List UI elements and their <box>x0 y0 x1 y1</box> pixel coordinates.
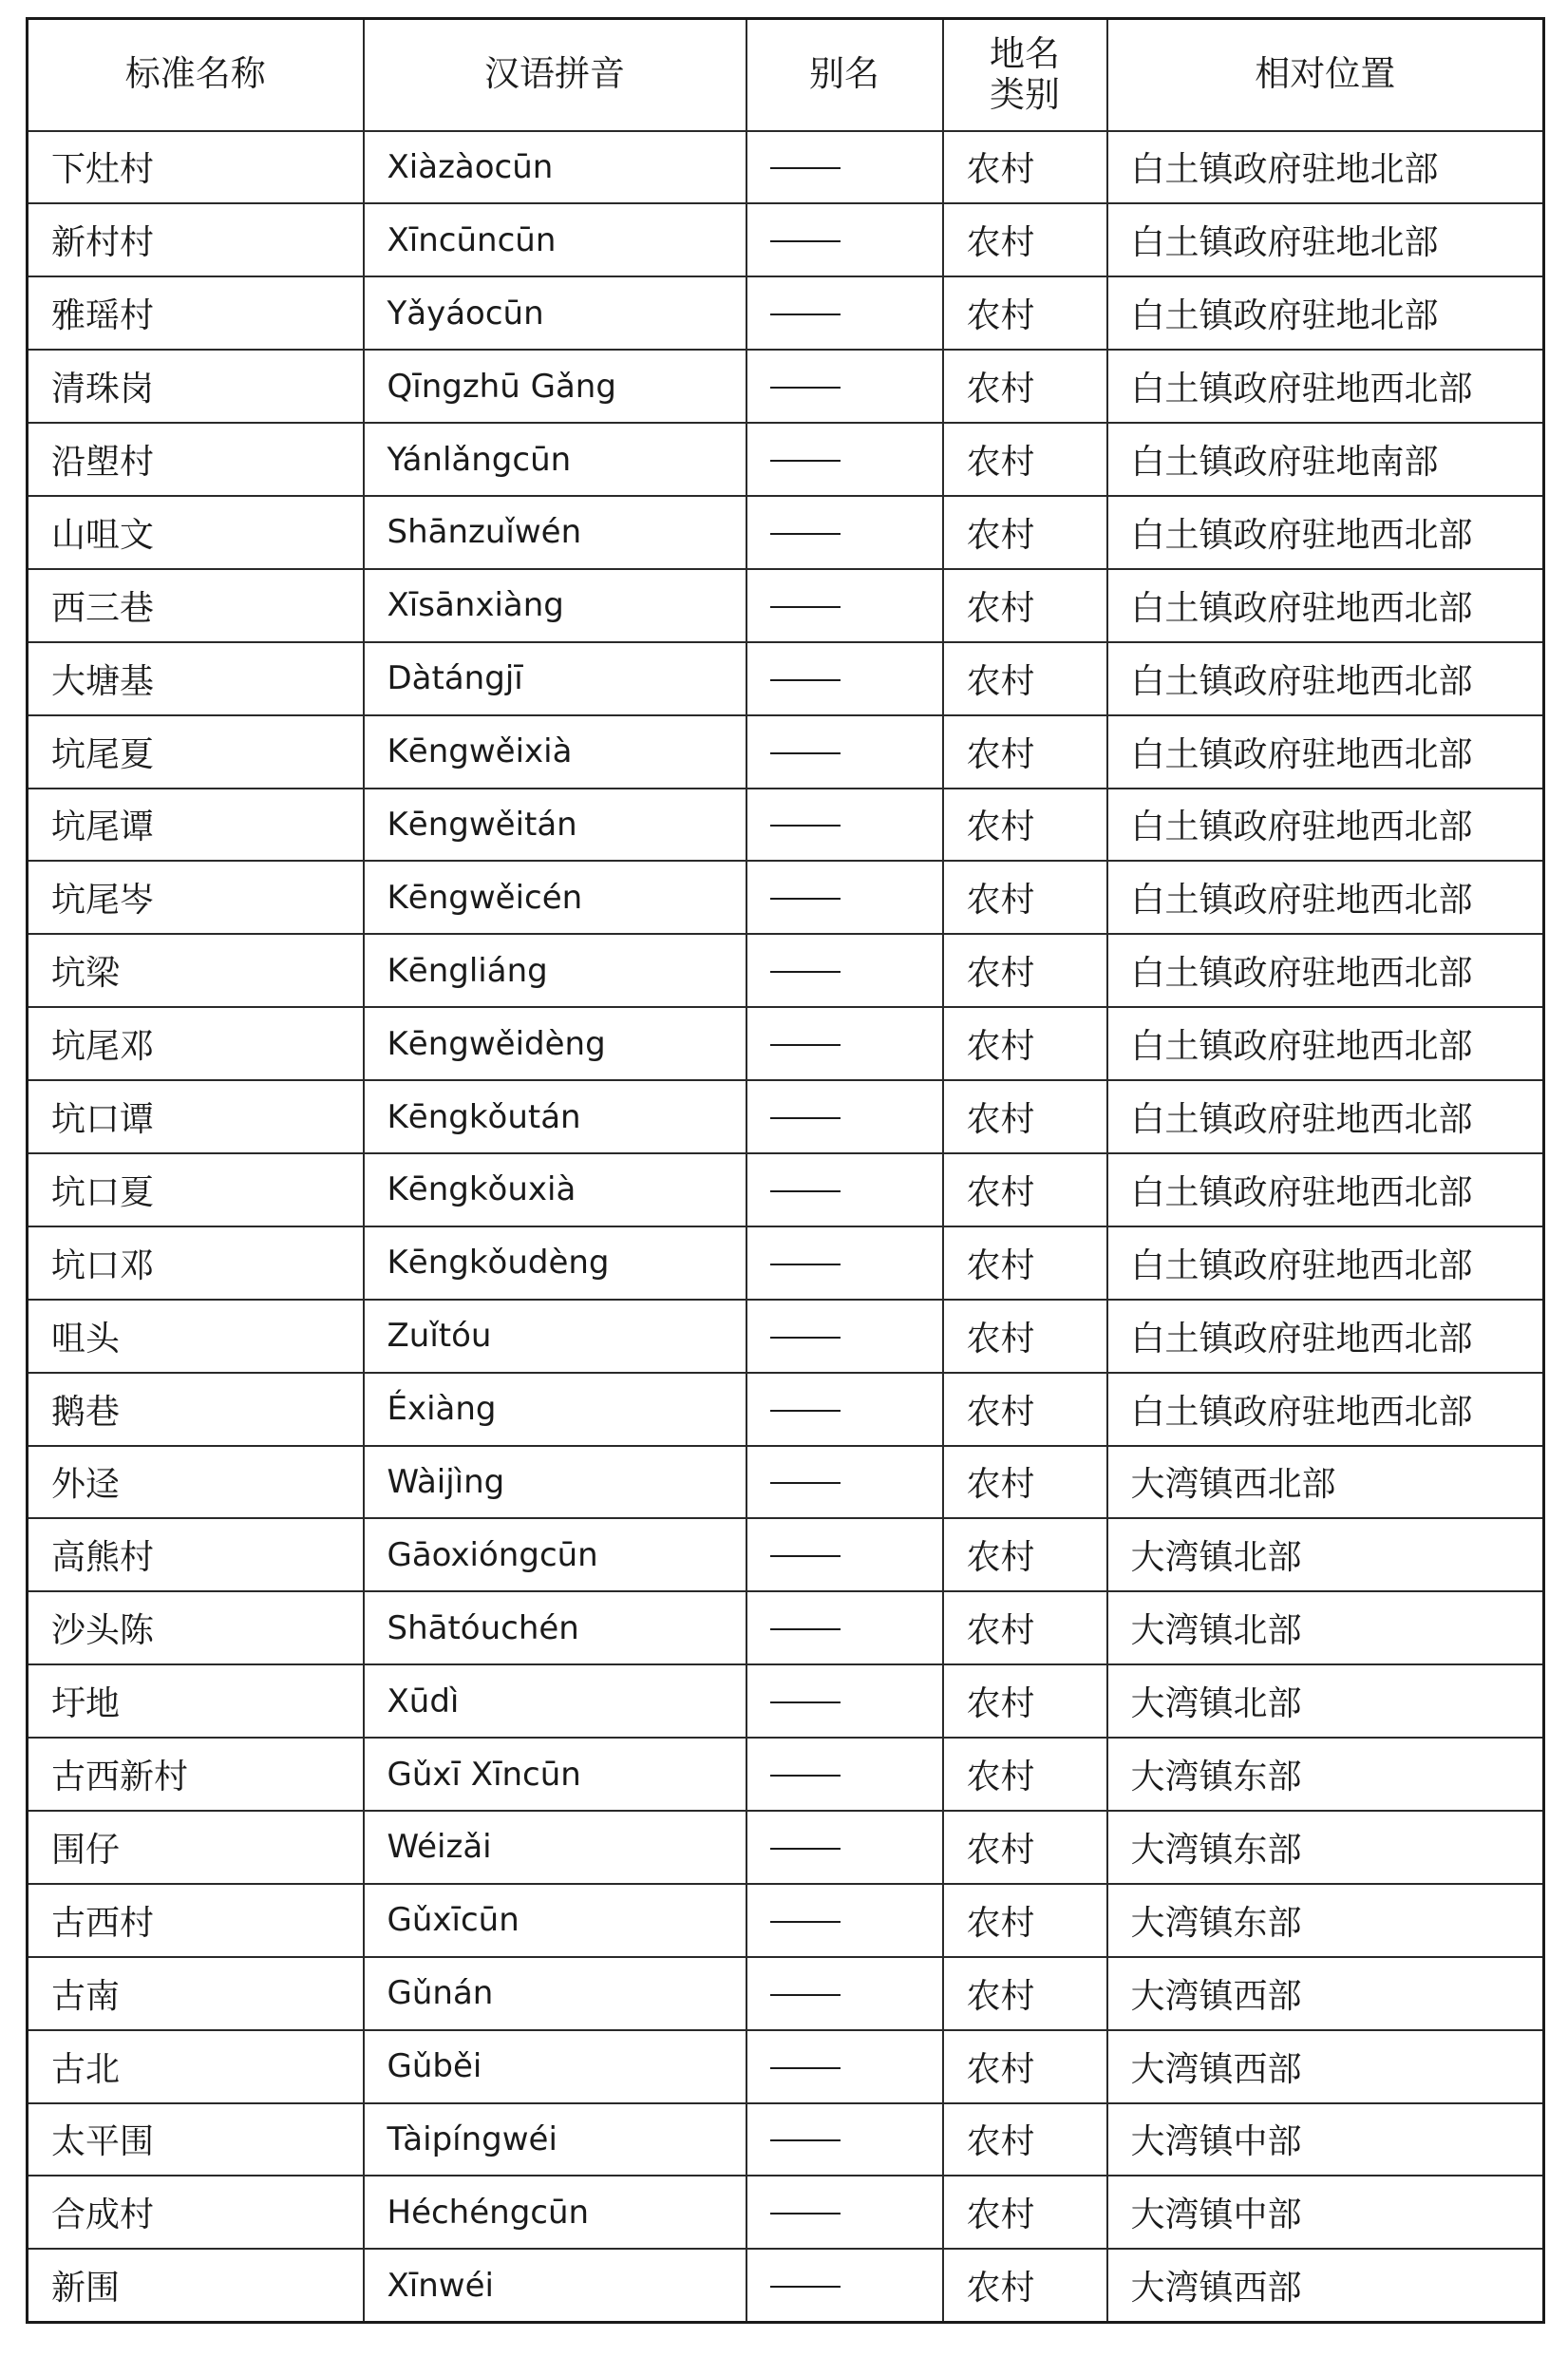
cell-relative-location: 白土镇政府驻地西北部 <box>1107 1373 1544 1446</box>
cell-place-type: 农村 <box>943 1738 1107 1811</box>
cell-relative-location: 白土镇政府驻地西北部 <box>1107 569 1544 642</box>
alias-empty-dash <box>770 898 841 900</box>
cell-place-type: 农村 <box>943 1446 1107 1519</box>
cell-alias <box>746 131 943 204</box>
alias-empty-dash <box>770 679 841 681</box>
cell-alias <box>746 1738 943 1811</box>
cell-relative-location: 白土镇政府驻地北部 <box>1107 276 1544 350</box>
header-alias: 别名 <box>746 19 943 131</box>
alias-empty-dash <box>770 1410 841 1412</box>
cell-pinyin: Gǔběi <box>364 2030 746 2103</box>
table-row <box>28 1373 1544 1446</box>
cell-place-type: 农村 <box>943 715 1107 789</box>
cell-pinyin: Dàtángjī <box>364 642 746 715</box>
cell-relative-location: 大湾镇西部 <box>1107 2249 1544 2322</box>
cell-relative-location: 白土镇政府驻地西北部 <box>1107 1300 1544 1373</box>
table-row <box>28 642 1544 715</box>
header-place-type <box>943 19 1107 131</box>
cell-pinyin: Gǔxīcūn <box>364 1884 746 1957</box>
cell-relative-location: 大湾镇北部 <box>1107 1591 1544 1664</box>
cell-alias <box>746 2030 943 2103</box>
alias-empty-dash <box>770 2213 841 2214</box>
cell-alias <box>746 203 943 276</box>
cell-place-type: 农村 <box>943 2176 1107 2249</box>
table-row <box>28 715 1544 789</box>
cell-alias <box>746 1300 943 1373</box>
table-row <box>28 1226 1544 1300</box>
alias-empty-dash <box>770 2067 841 2069</box>
cell-pinyin: Gāoxióngcūn <box>364 1518 746 1591</box>
cell-place-type: 农村 <box>943 2249 1107 2322</box>
cell-alias <box>746 715 943 789</box>
alias-empty-dash <box>770 1337 841 1339</box>
cell-alias <box>746 1664 943 1738</box>
cell-pinyin: Shātóuchén <box>364 1591 746 1664</box>
table-row <box>28 1738 1544 1811</box>
cell-pinyin: Xīsānxiàng <box>364 569 746 642</box>
cell-standard-name: 雅瑶村 <box>28 276 364 350</box>
cell-relative-location: 大湾镇中部 <box>1107 2103 1544 2176</box>
cell-standard-name: 古西新村 <box>28 1738 364 1811</box>
cell-relative-location: 白土镇政府驻地西北部 <box>1107 715 1544 789</box>
cell-pinyin: Qīngzhū Gǎng <box>364 350 746 423</box>
alias-empty-dash <box>770 533 841 535</box>
alias-empty-dash <box>770 167 841 169</box>
alias-empty-dash <box>770 825 841 827</box>
cell-standard-name: 山咀文 <box>28 496 364 569</box>
cell-pinyin: Tàipíngwéi <box>364 2103 746 2176</box>
cell-alias <box>746 1957 943 2030</box>
cell-standard-name: 坑梁 <box>28 934 364 1007</box>
alias-empty-dash <box>770 240 841 242</box>
cell-pinyin: Kēngliáng <box>364 934 746 1007</box>
table-row <box>28 350 1544 423</box>
cell-standard-name: 西三巷 <box>28 569 364 642</box>
cell-pinyin: Kēngkǒuxià <box>364 1153 746 1226</box>
cell-relative-location: 大湾镇东部 <box>1107 1884 1544 1957</box>
cell-pinyin: Gǔnán <box>364 1957 746 2030</box>
cell-place-type: 农村 <box>943 131 1107 204</box>
cell-pinyin: Yánlǎngcūn <box>364 423 746 496</box>
cell-standard-name: 圩地 <box>28 1664 364 1738</box>
cell-standard-name: 坑尾邓 <box>28 1007 364 1080</box>
table-row <box>28 1007 1544 1080</box>
cell-pinyin: Wéizǎi <box>364 1811 746 1884</box>
cell-standard-name: 坑尾岑 <box>28 861 364 934</box>
cell-relative-location: 白土镇政府驻地西北部 <box>1107 496 1544 569</box>
table-row <box>28 934 1544 1007</box>
cell-relative-location: 白土镇政府驻地西北部 <box>1107 642 1544 715</box>
table-row <box>28 1300 1544 1373</box>
header-place-type-line2: 类别 <box>990 73 1060 115</box>
alias-empty-dash <box>770 1264 841 1265</box>
alias-empty-dash <box>770 1775 841 1777</box>
cell-place-type: 农村 <box>943 1007 1107 1080</box>
cell-place-type: 农村 <box>943 1518 1107 1591</box>
cell-place-type: 农村 <box>943 276 1107 350</box>
table-row <box>28 2249 1544 2322</box>
cell-standard-name: 坑口邓 <box>28 1226 364 1300</box>
cell-relative-location: 白土镇政府驻地西北部 <box>1107 861 1544 934</box>
alias-empty-dash <box>770 1190 841 1192</box>
cell-alias <box>746 276 943 350</box>
table-row <box>28 569 1544 642</box>
alias-empty-dash <box>770 752 841 754</box>
alias-empty-dash <box>770 1117 841 1119</box>
alias-empty-dash <box>770 971 841 973</box>
cell-pinyin: Héchéngcūn <box>364 2176 746 2249</box>
header-place-type-line1: 地名 <box>990 33 1060 75</box>
table-row <box>28 2176 1544 2249</box>
cell-standard-name: 太平围 <box>28 2103 364 2176</box>
cell-pinyin: Shānzuǐwén <box>364 496 746 569</box>
cell-alias <box>746 861 943 934</box>
cell-alias <box>746 1080 943 1153</box>
cell-place-type: 农村 <box>943 423 1107 496</box>
cell-standard-name: 合成村 <box>28 2176 364 2249</box>
cell-relative-location: 白土镇政府驻地西北部 <box>1107 1226 1544 1300</box>
cell-standard-name: 围仔 <box>28 1811 364 1884</box>
alias-empty-dash <box>770 387 841 389</box>
cell-alias <box>746 1446 943 1519</box>
table-row <box>28 1080 1544 1153</box>
cell-place-type: 农村 <box>943 1153 1107 1226</box>
table-row <box>28 203 1544 276</box>
cell-standard-name: 高熊村 <box>28 1518 364 1591</box>
cell-alias <box>746 789 943 862</box>
cell-place-type: 农村 <box>943 1664 1107 1738</box>
alias-empty-dash <box>770 606 841 608</box>
cell-place-type: 农村 <box>943 1811 1107 1884</box>
alias-empty-dash <box>770 1921 841 1923</box>
cell-pinyin: Xīnwéi <box>364 2249 746 2322</box>
cell-standard-name: 坑尾夏 <box>28 715 364 789</box>
alias-empty-dash <box>770 2139 841 2141</box>
cell-place-type: 农村 <box>943 1957 1107 2030</box>
table-row <box>28 1153 1544 1226</box>
cell-relative-location: 白土镇政府驻地北部 <box>1107 131 1544 204</box>
cell-relative-location: 大湾镇西部 <box>1107 1957 1544 2030</box>
header-standard-name: 标准名称 <box>28 19 364 131</box>
cell-place-type: 农村 <box>943 203 1107 276</box>
place-name-table <box>26 17 1545 2324</box>
alias-empty-dash <box>770 1482 841 1484</box>
cell-standard-name: 新围 <box>28 2249 364 2322</box>
alias-empty-dash <box>770 460 841 462</box>
cell-pinyin: Xiàzàocūn <box>364 131 746 204</box>
alias-empty-dash <box>770 1044 841 1046</box>
table-row <box>28 861 1544 934</box>
cell-standard-name: 大塘基 <box>28 642 364 715</box>
cell-place-type: 农村 <box>943 569 1107 642</box>
table-row <box>28 1811 1544 1884</box>
cell-alias <box>746 1153 943 1226</box>
table-row <box>28 1591 1544 1664</box>
cell-alias <box>746 2176 943 2249</box>
cell-standard-name: 古西村 <box>28 1884 364 1957</box>
cell-standard-name: 坑尾谭 <box>28 789 364 862</box>
cell-place-type: 农村 <box>943 2030 1107 2103</box>
cell-standard-name: 古北 <box>28 2030 364 2103</box>
cell-place-type: 农村 <box>943 789 1107 862</box>
cell-alias <box>746 350 943 423</box>
cell-pinyin: Kēngwěitán <box>364 789 746 862</box>
cell-relative-location: 大湾镇东部 <box>1107 1738 1544 1811</box>
cell-alias <box>746 423 943 496</box>
table-row <box>28 496 1544 569</box>
cell-standard-name: 沙头陈 <box>28 1591 364 1664</box>
cell-alias <box>746 2103 943 2176</box>
cell-standard-name: 外迳 <box>28 1446 364 1519</box>
cell-alias <box>746 496 943 569</box>
cell-place-type: 农村 <box>943 861 1107 934</box>
table-header <box>28 19 1544 131</box>
place-name-table-container <box>26 17 1542 2324</box>
cell-place-type: 农村 <box>943 1591 1107 1664</box>
cell-relative-location: 白土镇政府驻地南部 <box>1107 423 1544 496</box>
cell-standard-name: 下灶村 <box>28 131 364 204</box>
cell-alias <box>746 1518 943 1591</box>
table-row <box>28 1518 1544 1591</box>
cell-alias <box>746 1007 943 1080</box>
alias-empty-dash <box>770 1994 841 1996</box>
table-row <box>28 1884 1544 1957</box>
alias-empty-dash <box>770 1628 841 1630</box>
cell-place-type: 农村 <box>943 642 1107 715</box>
table-row <box>28 2030 1544 2103</box>
cell-alias <box>746 1591 943 1664</box>
cell-relative-location: 大湾镇北部 <box>1107 1518 1544 1591</box>
header-pinyin: 汉语拼音 <box>364 19 746 131</box>
cell-standard-name: 清珠岗 <box>28 350 364 423</box>
cell-pinyin: Kēngwěicén <box>364 861 746 934</box>
cell-place-type: 农村 <box>943 1884 1107 1957</box>
cell-pinyin: Xīncūncūn <box>364 203 746 276</box>
cell-pinyin: Yǎyáocūn <box>364 276 746 350</box>
table-row <box>28 423 1544 496</box>
cell-pinyin: Kēngwěixià <box>364 715 746 789</box>
cell-relative-location: 白土镇政府驻地西北部 <box>1107 1153 1544 1226</box>
table-body <box>28 131 1544 2323</box>
table-row <box>28 131 1544 204</box>
cell-pinyin: Gǔxī Xīncūn <box>364 1738 746 1811</box>
cell-relative-location: 大湾镇中部 <box>1107 2176 1544 2249</box>
cell-place-type: 农村 <box>943 1373 1107 1446</box>
cell-place-type: 农村 <box>943 1080 1107 1153</box>
cell-pinyin: Kēngkǒudèng <box>364 1226 746 1300</box>
alias-empty-dash <box>770 1555 841 1557</box>
cell-alias <box>746 2249 943 2322</box>
cell-standard-name: 坑口谭 <box>28 1080 364 1153</box>
alias-empty-dash <box>770 314 841 315</box>
cell-alias <box>746 1226 943 1300</box>
cell-place-type: 农村 <box>943 350 1107 423</box>
cell-standard-name: 沿塱村 <box>28 423 364 496</box>
cell-place-type: 农村 <box>943 1300 1107 1373</box>
cell-place-type: 农村 <box>943 934 1107 1007</box>
cell-place-type: 农村 <box>943 2103 1107 2176</box>
cell-pinyin: Kēngkǒután <box>364 1080 746 1153</box>
cell-standard-name: 新村村 <box>28 203 364 276</box>
cell-relative-location: 白土镇政府驻地西北部 <box>1107 934 1544 1007</box>
header-relative-location: 相对位置 <box>1107 19 1544 131</box>
table-row <box>28 276 1544 350</box>
cell-place-type: 农村 <box>943 496 1107 569</box>
cell-alias <box>746 569 943 642</box>
cell-alias <box>746 642 943 715</box>
cell-relative-location: 白土镇政府驻地西北部 <box>1107 789 1544 862</box>
cell-pinyin: Éxiàng <box>364 1373 746 1446</box>
cell-pinyin: Kēngwěidèng <box>364 1007 746 1080</box>
table-row <box>28 1957 1544 2030</box>
cell-standard-name: 古南 <box>28 1957 364 2030</box>
cell-relative-location: 白土镇政府驻地西北部 <box>1107 1007 1544 1080</box>
cell-relative-location: 大湾镇东部 <box>1107 1811 1544 1884</box>
cell-standard-name: 鹅巷 <box>28 1373 364 1446</box>
cell-pinyin: Xūdì <box>364 1664 746 1738</box>
cell-alias <box>746 934 943 1007</box>
cell-alias <box>746 1811 943 1884</box>
header-row <box>28 19 1544 131</box>
cell-pinyin: Wàijìng <box>364 1446 746 1519</box>
cell-standard-name: 咀头 <box>28 1300 364 1373</box>
cell-relative-location: 白土镇政府驻地西北部 <box>1107 350 1544 423</box>
table-row <box>28 789 1544 862</box>
cell-relative-location: 大湾镇西北部 <box>1107 1446 1544 1519</box>
table-row <box>28 1664 1544 1738</box>
cell-pinyin: Zuǐtóu <box>364 1300 746 1373</box>
cell-relative-location: 白土镇政府驻地北部 <box>1107 203 1544 276</box>
cell-place-type: 农村 <box>943 1226 1107 1300</box>
cell-alias <box>746 1884 943 1957</box>
alias-empty-dash <box>770 1848 841 1850</box>
cell-relative-location: 大湾镇西部 <box>1107 2030 1544 2103</box>
table-row <box>28 1446 1544 1519</box>
alias-empty-dash <box>770 1701 841 1703</box>
table-row <box>28 2103 1544 2176</box>
alias-empty-dash <box>770 2286 841 2288</box>
cell-relative-location: 大湾镇北部 <box>1107 1664 1544 1738</box>
cell-standard-name: 坑口夏 <box>28 1153 364 1226</box>
cell-relative-location: 白土镇政府驻地西北部 <box>1107 1080 1544 1153</box>
cell-alias <box>746 1373 943 1446</box>
